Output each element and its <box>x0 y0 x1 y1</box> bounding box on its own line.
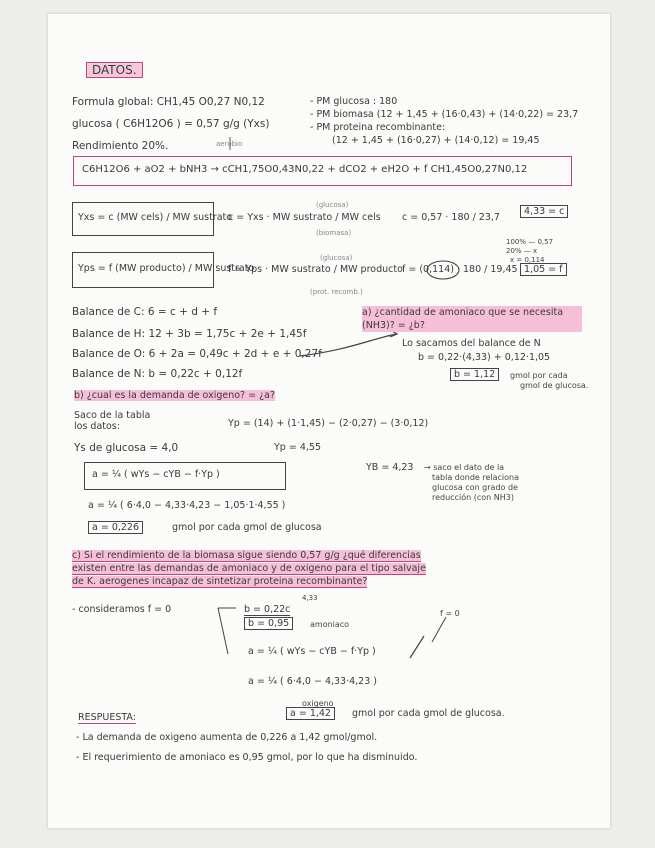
part-b-tabla2: los datos: <box>74 421 120 432</box>
yxs-note-top: (glucosa) <box>316 201 349 209</box>
part-c-b-result: b = 0,95 <box>244 618 293 630</box>
side-calc-1: 100% — 0,57 <box>506 238 554 246</box>
yxs-formula: Yxs = c (MW cels) / MW sustrato <box>78 212 233 223</box>
side-calc-2: 20% — x <box>506 247 538 255</box>
part-b-yp-formula: Yp = (14) + (1·1,45) − (2·0,27) − (3·0,12) <box>228 418 429 429</box>
part-c-f-zero: f = 0 <box>440 609 460 618</box>
part-b-yp-value: Yp = 4,55 <box>274 442 321 453</box>
balance-c: Balance de C: 6 = c + d + f <box>72 306 218 318</box>
datos-header: DATOS. <box>86 62 143 78</box>
part-c-question-2: existen entre las demandas de amoniaco y de oxigeno para el tipo salvaje <box>72 563 426 574</box>
part-b-result: a = 0,226 <box>88 522 143 534</box>
reaction-equation: C6H12O6 + aO2 + bNH3 → cCH1,75O0,43N0,22 + dCO2 + eH2O + f CH1,45O0,27N0,12 <box>82 164 528 175</box>
yxs-result: 4,33 = c <box>520 206 568 218</box>
part-b-ys: Ys de glucosa = 4,0 <box>74 442 179 454</box>
pm-proteina: - PM proteina recombinante: <box>310 122 446 133</box>
yps-f-calc: f = (0,114) · 180 / 19,45 <box>402 264 518 275</box>
part-b-calc: a = ¼ ( 6·4,0 − 4,33·4,23 − 1,05·1·4,55 ) <box>88 500 286 511</box>
respuesta-line-1: - La demanda de oxigeno aumenta de 0,226 a 1,42 gmol/gmol. <box>76 732 378 743</box>
pm-glucosa: - PM glucosa : 180 <box>310 96 398 107</box>
glucosa-yield: glucosa ( C6H12O6 ) = 0,57 g/g (Yxs) <box>72 118 270 130</box>
yps-result: 1,05 = f <box>520 264 567 276</box>
yps-formula: Yps = f (MW producto) / MW sustrato <box>78 263 255 274</box>
yxs-note-bottom: (biomasa) <box>316 229 352 237</box>
part-c-amoniaco: amoniaco <box>310 620 350 629</box>
part-c-a-result: a = 1,42 <box>286 708 335 720</box>
yxs-c-expr: c = Yxs · MW sustrato / MW cels <box>228 212 381 223</box>
part-a-unit: gmol por cada <box>510 371 568 380</box>
part-b-tabla1: Saco de la tabla <box>74 410 151 421</box>
part-c-a-calc: a = ¼ ( 6·4,0 − 4,33·4,23 ) <box>248 676 377 687</box>
aerobio-note: aerobio <box>216 140 243 148</box>
part-c-b-calc: b = 0,22c <box>244 604 291 615</box>
part-b-yb-note4: reducción (con NH3) <box>432 493 514 502</box>
part-b-yb-note1: → saco el dato de la <box>424 463 505 472</box>
part-c-a-unit: gmol por cada gmol de glucosa. <box>352 708 505 719</box>
part-b-yb: YB = 4,23 <box>366 462 414 473</box>
pm-proteina-calc: (12 + 1,45 + (16·0,27) + (14·0,12) = 19,45 <box>332 135 540 146</box>
part-b-yb-note3: glucosa con grado de <box>432 483 518 492</box>
yxs-c-calc: c = 0,57 · 180 / 23,7 <box>402 212 500 223</box>
yps-note-bottom: (prot. recomb.) <box>310 288 363 296</box>
part-b-formula: a = ¼ ( wYs − cYB − f·Yp ) <box>92 469 220 480</box>
part-c-consideramos: - consideramos f = 0 <box>72 604 172 615</box>
balance-h: Balance de H: 12 + 3b = 1,75c + 2e + 1,45f <box>72 328 307 340</box>
part-a-result: b = 1,12 <box>450 369 499 381</box>
notebook-page <box>48 14 610 828</box>
part-c-question-1: c) Si el rendimiento de la biomasa sigue siendo 0,57 g/g ¿qué diferencias <box>72 550 421 561</box>
respuesta-label: RESPUESTA: <box>78 712 136 723</box>
yps-f-expr: f = Yps · MW sustrato / MW producto <box>228 264 403 275</box>
rendimiento: Rendimiento 20%. <box>72 140 169 152</box>
part-c-question-3: de K. aerogenes incapaz de sintetizar proteina recombinante? <box>72 576 368 587</box>
part-b-question: b) ¿cual es la demanda de oxigeno? = ¿a? <box>74 390 275 401</box>
part-a-line1: Lo sacamos del balance de N <box>402 338 541 349</box>
part-a-question: a) ¿cantidad de amoniaco que se necesita (NH3)? = ¿b? <box>362 306 582 332</box>
balance-o: Balance de O: 6 + 2a = 0,49c + 2d + e + 0,27f <box>72 348 322 360</box>
part-c-oxigeno: oxigeno <box>302 699 334 708</box>
balance-n: Balance de N: b = 0,22c + 0,12f <box>72 368 243 380</box>
part-b-unit: gmol por cada gmol de glucosa <box>172 522 322 533</box>
part-c-note-433: 4,33 <box>302 594 318 602</box>
respuesta-line-2: - El requerimiento de amoniaco es 0,95 gmol, por lo que ha disminuido. <box>76 752 418 763</box>
part-a-unit2: gmol de glucosa. <box>520 381 589 390</box>
formula-global: Formula global: CH1,45 O0,27 N0,12 <box>72 96 265 108</box>
part-b-yb-note2: tabla donde relaciona <box>432 473 520 482</box>
yps-note-top: (glucosa) <box>320 254 353 262</box>
part-c-a-formula: a = ¼ ( wYs − cYB − f·Yp ) <box>248 646 376 657</box>
part-a-line2: b = 0,22·(4,33) + 0,12·1,05 <box>418 352 551 363</box>
side-calc-3: x = 0,114 <box>510 256 545 264</box>
pm-biomasa: - PM biomasa (12 + 1,45 + (16·0,43) + (14·0,22) = 23,7 <box>310 109 579 120</box>
